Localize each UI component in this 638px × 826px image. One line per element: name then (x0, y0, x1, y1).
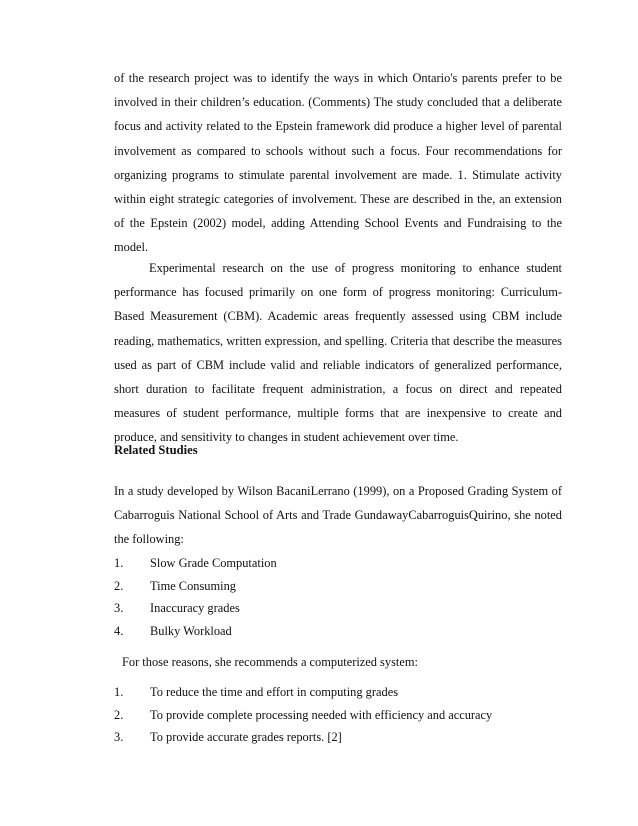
list-item-number: 1. (114, 556, 124, 570)
list-item (114, 576, 564, 599)
list-item-number: 3. (114, 730, 124, 745)
list-item (114, 553, 564, 576)
recommendations-list (114, 682, 564, 750)
list-item (114, 598, 564, 621)
list-item-text: Inaccuracy grades (150, 601, 240, 616)
list-item (114, 621, 564, 644)
body-paragraph-1: of the research project was to identify the ways in which Ontario's parents prefer to be involved in their children’s education. (Comments) The study concluded that a deliberate focus and activity related to the Epstein framework did produce a higher level of parental involvement as compared to schools without such a focus. Four recommendations for organizing programs to stimulate parental involvement are made. 1. Stimulate activity within eight strategic categories of involvement. These are described in the, an extension of the Epstein (2002) model, adding Attending School Events and Fundraising to the model. (114, 71, 562, 255)
list-item-number: 2. (114, 578, 124, 593)
list-item-number: 3. (114, 601, 124, 616)
list-item-text: Time Consuming (150, 578, 236, 593)
section-heading: Related Studies (114, 443, 198, 457)
body-paragraph-2: Experimental research on the use of progress monitoring to enhance student performance has focused primarily on one form of progress monitoring: Curriculum-Based Measurement (CBM). Academic areas frequently assessed using CBM include reading, mathematics, written expression, and spelling. Criteria that describe the measures used as part of CBM include valid and reliable indicators of generalized performance, short duration to facilitate frequent administration, a focus on direct and repeated measures of student performance, multiple forms that are inexpensive to create and produce, and sensitivity to changes in student achievement over time. (114, 261, 562, 445)
list-item-text: Slow Grade Computation (150, 556, 277, 570)
list-item-text: To provide accurate grades reports. [2] (150, 730, 342, 745)
list-item-text: Bulky Workload (150, 624, 232, 639)
list-item-text: To provide complete processing needed with efficiency and accuracy (150, 707, 493, 722)
list-item (114, 727, 564, 750)
list-item-number: 2. (114, 707, 124, 722)
body-paragraph-3: In a study developed by Wilson BacaniLerrano (1999), on a Proposed Grading System of Cabarroguis National School of Arts and Trade GundawayCabarroguisQuirino, she noted the following: (114, 484, 562, 547)
list-item-number: 1. (114, 685, 124, 699)
list-item (114, 705, 564, 728)
list-item-number: 4. (114, 624, 124, 639)
problems-list (114, 553, 564, 644)
recommendation-intro: For those reasons, she recommends a computerized system: (122, 655, 418, 669)
list-item-text: To reduce the time and effort in computing grades (150, 685, 399, 699)
list-item (114, 682, 564, 705)
